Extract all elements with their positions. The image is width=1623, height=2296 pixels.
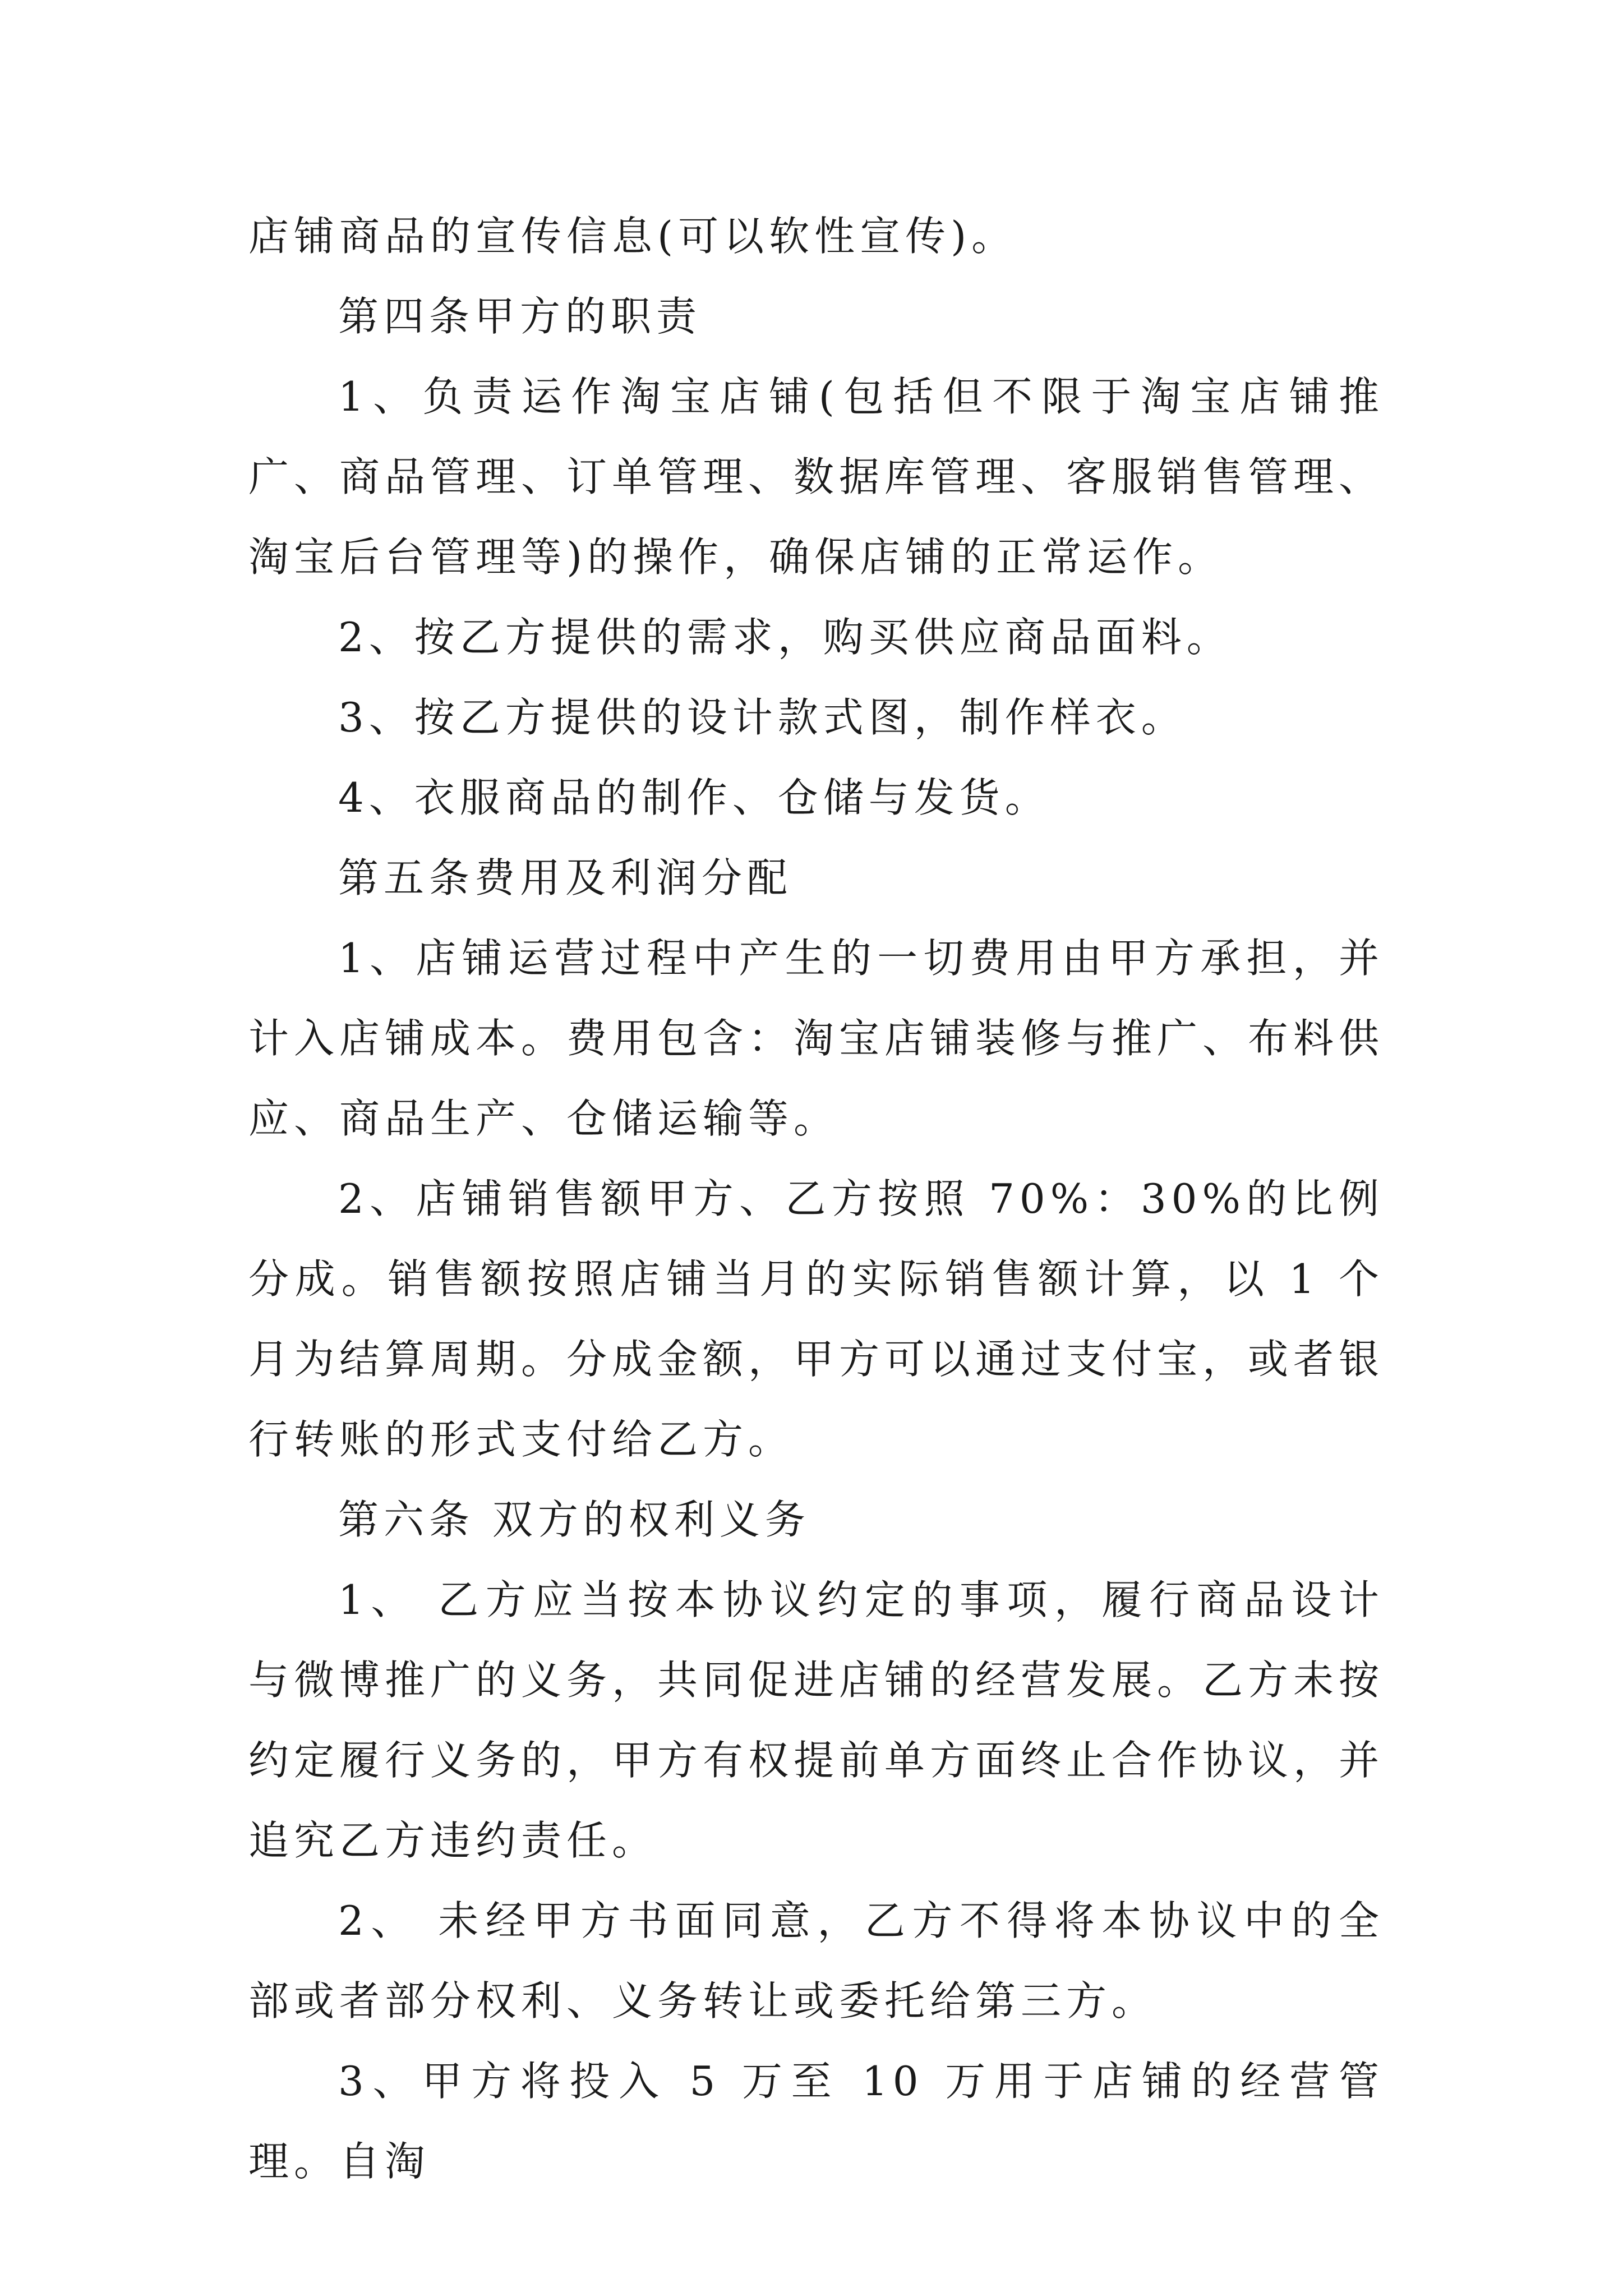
paragraph-article-5-item-1: 1、店铺运营过程中产生的一切费用由甲方承担，并计入店铺成本。费用包含：淘宝店铺装修与推广、布料供应、商品生产、仓储运输等。 — [248, 935, 1385, 1142]
document-body — [248, 196, 1384, 2202]
paragraph-article-6-item-3: 3、甲方将投入 5 万至 10 万用于店铺的经营管理。自淘 — [248, 2058, 1384, 2185]
paragraph-article-6-item-1: 1、 乙方应当按本协议约定的事项，履行商品设计与微博推广的义务，共同促进店铺的经营发展。乙方未按约定履行义务的，甲方有权提前单方面终止合作协议，并追究乙方违约责任。 — [248, 1576, 1385, 1864]
section-heading-article-5: 第五条费用及利润分配 — [338, 854, 793, 901]
paragraph-continuation: 店铺商品的宣传信息(可以软性宣传)。 — [248, 213, 1017, 260]
paragraph-article-6-item-2: 2、 未经甲方书面同意，乙方不得将本协议中的全部或者部分权利、义务转让或委托给第三方。 — [248, 1897, 1384, 2024]
paragraph-article-4-item-4: 4、衣服商品的制作、仓储与发货。 — [338, 774, 1050, 821]
paragraph-article-4-item-3: 3、按乙方提供的设计款式图，制作样衣。 — [338, 694, 1187, 741]
section-heading-article-6: 第六条 双方的权利义务 — [338, 1496, 810, 1543]
section-heading-article-4: 第四条甲方的职责 — [338, 293, 702, 340]
paragraph-article-4-item-2: 2、按乙方提供的需求，购买供应商品面料。 — [338, 614, 1232, 661]
paragraph-article-4-item-1: 1、负责运作淘宝店铺(包括但不限于淘宝店铺推广、商品管理、订单管理、数据库管理、客服销售管理、淘宝后台管理等)的操作，确保店铺的正常运作。 — [248, 373, 1385, 581]
paragraph-article-5-item-2: 2、店铺销售额甲方、乙方按照 70%：30%的比例分成。销售额按照店铺当月的实际销售额计算，以 1 个月为结算周期。分成金额，甲方可以通过支付宝，或者银行转账的形式支付给乙方。 — [248, 1175, 1385, 1463]
